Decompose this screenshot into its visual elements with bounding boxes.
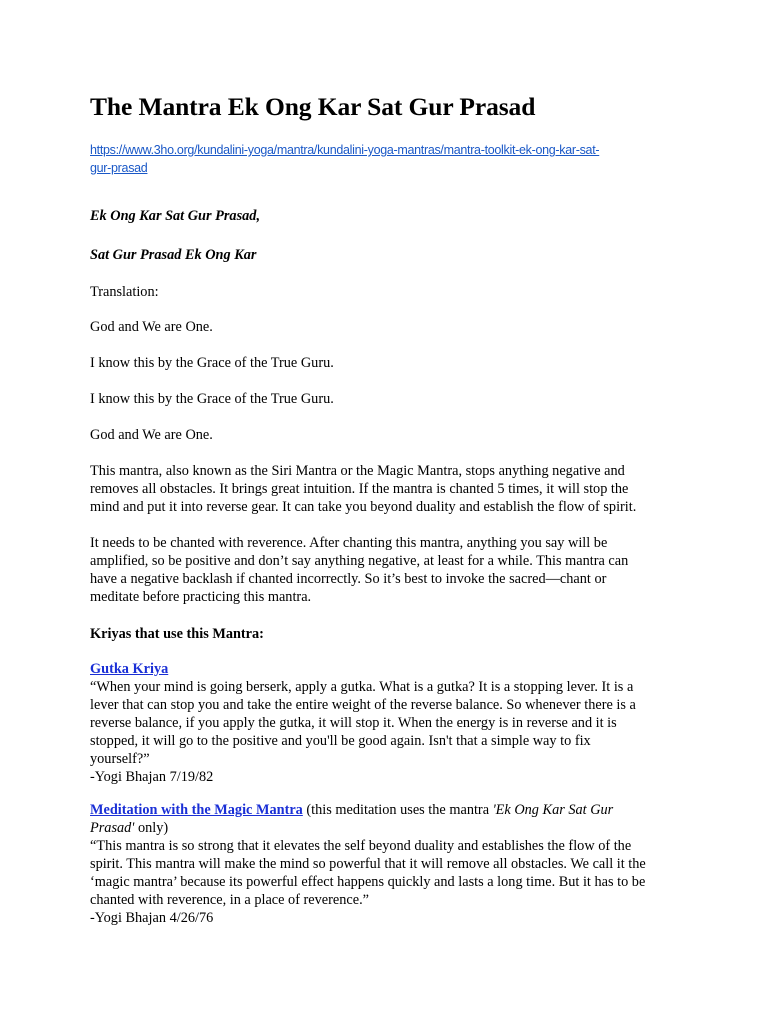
quote-line: “This mantra is so strong that it elevates the self beyond duality and establishes the flow of the — [90, 838, 632, 854]
quote-line: reverse balance, if you apply the gutka, it will stop it. When the energy is in reverse and it is — [90, 715, 617, 731]
paragraph-line: meditate before practicing this mantra. — [90, 589, 312, 605]
mantra-note-prefix: (this meditation uses the mantra — [302, 802, 493, 818]
paragraph-line: mind and put it into reverse gear. It can take you beyond duality and establish the flow of spirit. — [90, 499, 637, 515]
magic-mantra-heading-line — [90, 819, 646, 837]
translation-line: I know this by the Grace of the True Guru. — [90, 355, 334, 371]
translation-label: Translation: — [90, 284, 159, 300]
paragraph-line: removes all obstacles. It brings great intuition. If the mantra is chanted 5 times, it will stop the — [90, 481, 629, 497]
reverence-paragraph — [90, 534, 628, 606]
paragraph-line: amplified, so be positive and don’t say anything negative, at least for a while. This mantra can — [90, 553, 629, 569]
source-url-line: https://www.3ho.org/kundalini-yoga/mantra/kundalini-yoga-mantras/mantra-toolkit-ek-ong-kar-sat- — [90, 143, 600, 157]
quote-attribution: -Yogi Bhajan 7/19/82 — [90, 769, 214, 785]
quote-attribution: -Yogi Bhajan 4/26/76 — [90, 910, 214, 926]
paragraph-line: This mantra, also known as the Siri Mantra or the Magic Mantra, stops anything negative and — [90, 463, 625, 479]
description-paragraph — [90, 462, 636, 516]
mantra-line: Sat Gur Prasad Ek Ong Kar — [90, 247, 257, 263]
source-url-link[interactable] — [90, 141, 675, 177]
quote-line: stopped, it will go to the positive and you'll be good again. Isn't that a simple way to fix — [90, 733, 591, 749]
kriyas-heading: Kriyas that use this Mantra: — [90, 626, 264, 642]
page-title: The Mantra Ek Ong Kar Sat Gur Prasad — [90, 92, 536, 121]
mantra-note-name: Prasad' — [90, 820, 135, 836]
magic-mantra-meditation-link[interactable]: Meditation with the Magic Mantra — [90, 802, 303, 818]
paragraph-line: It needs to be chanted with reverence. After chanting this mantra, anything you say will be — [90, 535, 608, 551]
gutka-kriya-link[interactable]: Gutka Kriya — [90, 661, 169, 677]
translation-line: God and We are One. — [90, 319, 213, 335]
quote-line: chanted with reverence, in a place of reverence.” — [90, 892, 370, 908]
quote-line: ‘magic mantra’ because its powerful effect happens quickly and lasts a long time. But it has to be — [90, 874, 646, 890]
quote-line: lever that can stop you and take the entire weight of the reverse balance. So whenever there is a — [90, 697, 636, 713]
gutka-kriya-section — [90, 660, 636, 786]
quote-line: yourself?” — [90, 751, 150, 767]
quote-line: “When your mind is going berserk, apply a gutka. What is a gutka? It is a stopping lever. It is a — [90, 679, 634, 695]
magic-mantra-heading-line — [90, 801, 646, 819]
magic-mantra-section — [90, 801, 646, 927]
paragraph-line: have a negative backlash if chanted incorrectly. So it’s best to invoke the sacred—chant or — [90, 571, 607, 587]
mantra-line: Ek Ong Kar Sat Gur Prasad, — [90, 208, 261, 224]
mantra-note-name: 'Ek Ong Kar Sat Gur — [492, 802, 614, 818]
quote-line: spirit. This mantra will make the mind so powerful that it will remove all obstacles. We call it the — [90, 856, 646, 872]
source-url-line: gur-prasad — [90, 161, 148, 175]
mantra-note-suffix: only) — [134, 820, 169, 836]
translation-line: I know this by the Grace of the True Guru. — [90, 391, 334, 407]
translation-line: God and We are One. — [90, 427, 213, 443]
